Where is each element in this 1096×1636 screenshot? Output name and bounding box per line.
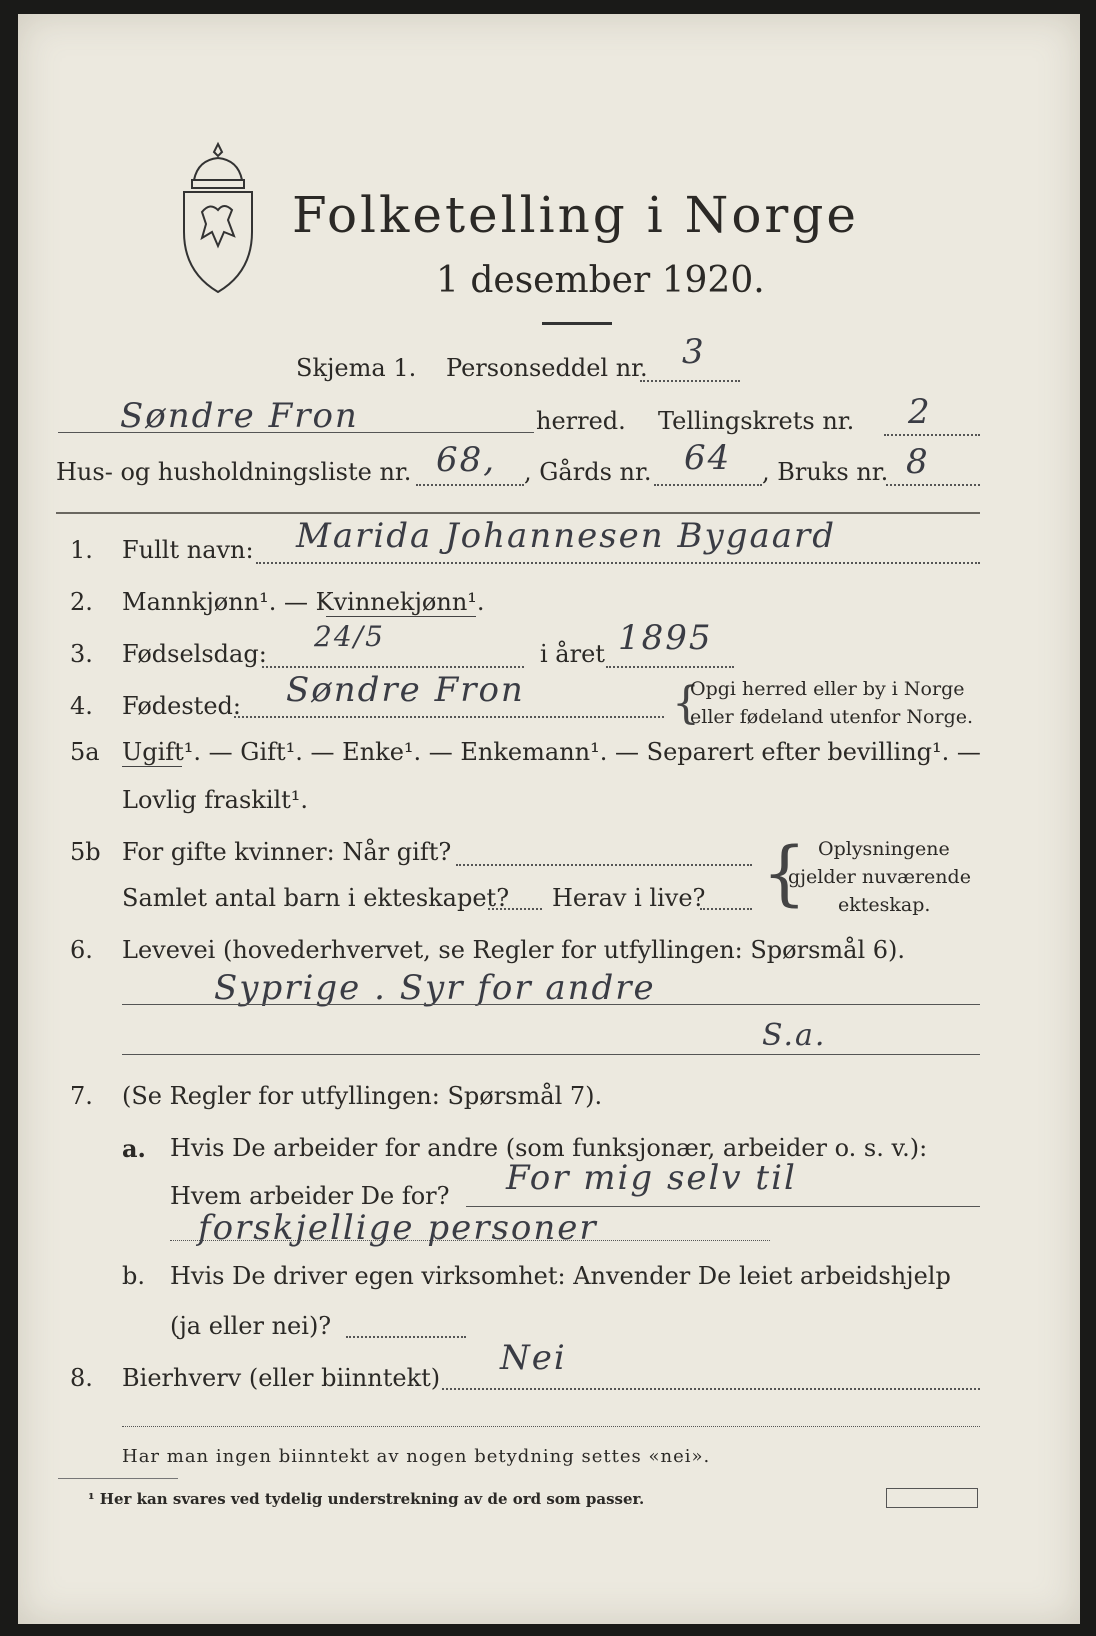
q1-label: Fullt navn: (122, 536, 254, 564)
personseddel-value[interactable]: 3 (682, 332, 706, 372)
q1-line (256, 562, 980, 564)
tellingskrets-label: Tellingskrets nr. (658, 407, 855, 435)
bruks-line (886, 484, 980, 486)
q5b-line-2b-dots (700, 908, 752, 910)
q7a-line-1: Hvis De arbeider for andre (som funksjonær, arbeider o. s. v.): (170, 1134, 928, 1162)
q7a-line-2-rule (170, 1240, 770, 1241)
q7a-letter: a. (122, 1134, 146, 1163)
hus-label: Hus- og husholdningsliste nr. (56, 458, 412, 486)
q5b-number: 5b (70, 838, 101, 866)
tellingskrets-value[interactable]: 2 (908, 392, 932, 432)
q8-label: Bierhverv (eller biinntekt) (122, 1364, 441, 1392)
footer-note: Har man ingen biinntekt av nogen betydning settes «nei». (122, 1446, 711, 1467)
skjema-label: Skjema 1. (296, 354, 417, 382)
q5b-line-1: For gifte kvinner: Når gift? (122, 838, 452, 866)
q3-value[interactable]: 24/5 (314, 620, 385, 653)
footnote-rule (58, 1478, 178, 1479)
q2-number: 2. (70, 588, 93, 616)
norway-coat-of-arms-icon (172, 140, 264, 300)
personseddel-label: Personseddel nr. (446, 354, 648, 382)
form-title: Folketelling i Norge (292, 186, 859, 244)
q4-line (234, 716, 664, 718)
q7b-line-1: Hvis De driver egen virksomhet: Anvender De leiet arbeidshjelp (170, 1262, 951, 1290)
q5a-line-1: Ugift¹. — Gift¹. — Enke¹. — Enkemann¹. — Separert efter bevilling¹. — (122, 738, 981, 766)
herred-value[interactable]: Søndre Fron (120, 396, 359, 436)
q8-extra-line (122, 1426, 980, 1427)
q2-underline-kvinnekjonn (326, 616, 476, 617)
q2-label: Mannkjønn¹. — Kvinnekjønn¹. (122, 588, 485, 616)
q5b-line-2b: Herav i live? (552, 884, 706, 912)
q8-value[interactable]: Nei (500, 1338, 567, 1378)
q5b-line-1-dots (456, 864, 752, 866)
hus-value[interactable]: 68, (436, 440, 497, 480)
q1-number: 1. (70, 536, 93, 564)
q4-bracket: { (672, 678, 700, 729)
hus-line (416, 484, 524, 486)
q1-value[interactable]: Marida Johannesen Bygaard (296, 516, 837, 556)
q5b-line-2a-dots (488, 908, 542, 910)
printer-stamp (886, 1488, 978, 1508)
q5b-note-3: ekteskap. (838, 894, 931, 916)
gards-line (654, 484, 762, 486)
q6-value-2[interactable]: S.a. (762, 1018, 827, 1053)
herred-label: herred. (536, 407, 626, 435)
q3-line (262, 666, 524, 668)
q6-line-2 (122, 1054, 980, 1055)
q5b-note-2: gjelder nuværende (788, 866, 971, 888)
q5b-bracket: { (762, 832, 807, 914)
q5a-number: 5a (70, 738, 100, 766)
q4-number: 4. (70, 692, 93, 720)
q3-year-label: i året (540, 640, 605, 668)
census-form (18, 14, 1080, 1624)
q7a-line-2: Hvem arbeider De for? (170, 1182, 450, 1210)
footnote: ¹ Her kan svares ved tydelig understrekning av de ord som passer. (88, 1490, 645, 1508)
q3-number: 3. (70, 640, 93, 668)
q7a-line (466, 1206, 980, 1207)
q7a-value[interactable]: For mig selv til (506, 1158, 797, 1198)
q4-value[interactable]: Søndre Fron (286, 670, 525, 710)
personseddel-line (640, 380, 740, 382)
q3-year-value[interactable]: 1895 (618, 618, 713, 658)
title-rule (542, 322, 612, 325)
q7-label: (Se Regler for utfyllingen: Spørsmål 7). (122, 1082, 603, 1110)
q4-label: Fødested: (122, 692, 241, 720)
q5b-line-2a: Samlet antal barn i ekteskapet? (122, 884, 510, 912)
q7a-value-2[interactable]: forskjellige personer (198, 1208, 598, 1248)
q8-line (442, 1388, 980, 1390)
q4-note-2: eller fødeland utenfor Norge. (690, 706, 974, 728)
q3-label: Fødselsdag: (122, 640, 267, 668)
tellingskrets-line (884, 434, 980, 436)
form-date: 1 desember 1920. (436, 260, 765, 301)
q6-number: 6. (70, 936, 93, 964)
q7b-letter: b. (122, 1262, 145, 1290)
q7b-dots (346, 1336, 466, 1338)
q6-line-1 (122, 1004, 980, 1005)
q8-number: 8. (70, 1364, 93, 1392)
q7b-line-2: (ja eller nei)? (170, 1312, 332, 1340)
q7-number: 7. (70, 1082, 93, 1110)
bruks-label: , Bruks nr. (762, 458, 889, 486)
q6-label: Levevei (hovederhvervet, se Regler for utfyllingen: Spørsmål 6). (122, 936, 906, 964)
herred-line (58, 432, 534, 433)
q5a-underline-ugift (122, 766, 182, 767)
q6-value[interactable]: Syprige . Syr for andre (214, 968, 656, 1008)
section-divider (56, 512, 980, 514)
gards-value[interactable]: 64 (684, 438, 732, 478)
q4-note-1: Opgi herred eller by i Norge (690, 678, 965, 700)
gards-label: , Gårds nr. (524, 458, 652, 486)
q5a-line-2: Lovlig fraskilt¹. (122, 786, 309, 814)
q3-year-line (606, 666, 734, 668)
bruks-value[interactable]: 8 (906, 442, 930, 482)
q5b-note-1: Oplysningene (818, 838, 950, 860)
